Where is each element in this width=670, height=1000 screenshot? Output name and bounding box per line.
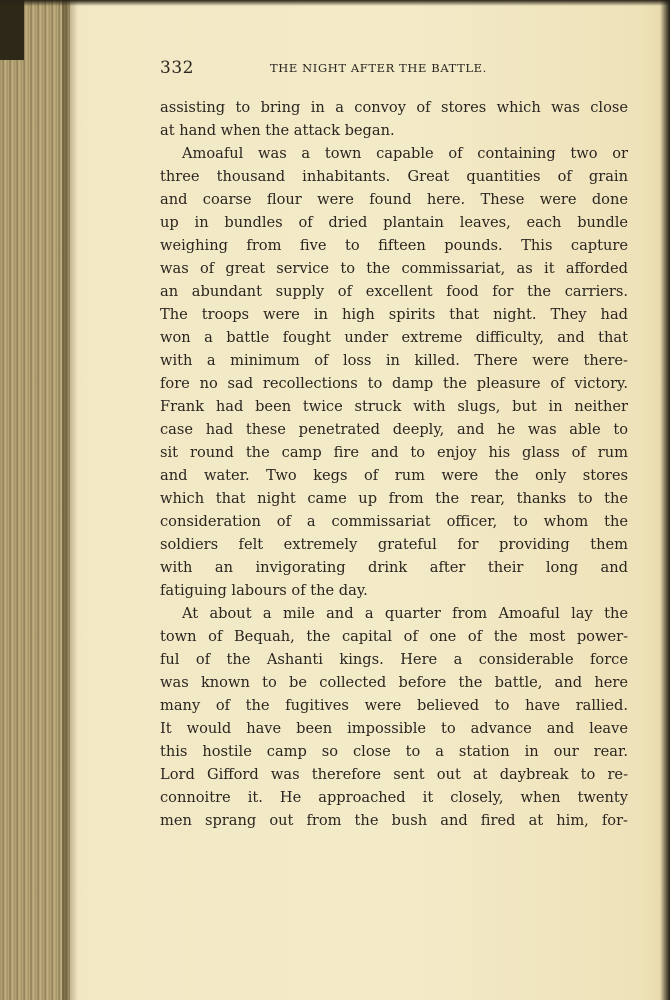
text-line: assisting to bring in a convoy of stores which was close xyxy=(160,99,628,116)
text-line: an abundant supply of excellent food for the carriers. xyxy=(160,283,628,300)
text-line: soldiers felt extremely grateful for providing them xyxy=(160,536,628,553)
text-line: at hand when the attack began. xyxy=(160,122,395,139)
text-line: The troops were in high spirits that night. They had xyxy=(160,306,628,323)
text-line: It would have been impossible to advance and leave xyxy=(160,720,628,737)
text-line: Lord Gifford was therefore sent out at daybreak to re- xyxy=(160,766,628,783)
right-shadow xyxy=(660,0,670,1000)
text-line: men sprang out from the bush and fired at him, for- xyxy=(160,812,628,829)
text-line: connoitre it. He approached it closely, when twenty xyxy=(160,789,628,806)
paragraph-start-line: At about a mile and a quarter from Amoaful lay the xyxy=(182,605,628,622)
text-line: this hostile camp so close to a station in our rear. xyxy=(160,743,628,760)
text-line: was of great service to the commissariat, as it afforded xyxy=(160,260,628,277)
text-line: town of Bequah, the capital of one of the most power- xyxy=(160,628,628,645)
page-header xyxy=(160,58,525,84)
top-shadow xyxy=(0,0,670,6)
text-line: three thousand inhabitants. Great quantities of grain xyxy=(160,168,628,185)
text-line: weighing from five to fifteen pounds. This capture xyxy=(160,237,628,254)
binding-shadow xyxy=(0,0,24,60)
text-line: up in bundles of dried plantain leaves, each bundle xyxy=(160,214,628,231)
text-line: fatiguing labours of the day. xyxy=(160,582,368,599)
text-line: was known to be collected before the battle, and here xyxy=(160,674,628,691)
text-line: and water. Two kegs of rum were the only stores xyxy=(160,467,628,484)
paragraph-start-line: Amoaful was a town capable of containing two or xyxy=(182,145,628,162)
text-line: consideration of a commissariat officer, to whom the xyxy=(160,513,628,530)
text-line: won a battle fought under extreme difficulty, and that xyxy=(160,329,628,346)
text-line: fore no sad recollections to damp the pleasure of victory. xyxy=(160,375,628,392)
body-text xyxy=(160,96,628,832)
text-line: with a minimum of loss in killed. There were there- xyxy=(160,352,628,369)
text-line: sit round the camp fire and to enjoy his glass of rum xyxy=(160,444,628,461)
text-line: with an invigorating drink after their long and xyxy=(160,559,628,576)
running-head: THE NIGHT AFTER THE BATTLE. xyxy=(270,61,487,75)
page-edges xyxy=(0,0,70,1000)
text-line: Frank had been twice struck with slugs, but in neither xyxy=(160,398,628,415)
text-line: and coarse flour were found here. These were done xyxy=(160,191,628,208)
text-line: which that night came up from the rear, thanks to the xyxy=(160,490,628,507)
text-line: ful of the Ashanti kings. Here a considerable force xyxy=(160,651,628,668)
text-line: case had these penetrated deeply, and he was able to xyxy=(160,421,628,438)
page-number: 332 xyxy=(160,58,194,78)
text-line: many of the fugitives were believed to have rallied. xyxy=(160,697,628,714)
